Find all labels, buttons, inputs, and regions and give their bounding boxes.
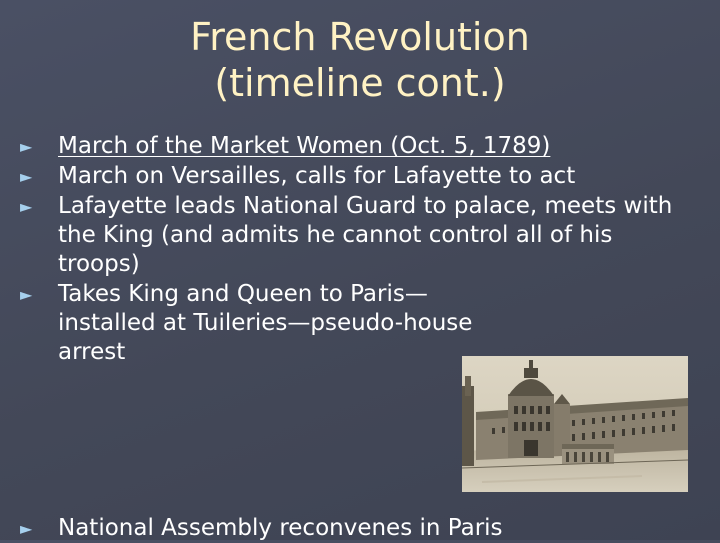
- bullet-text: Takes King and Queen to Paris—installed at Tuileries—pseudo-house arrest: [58, 281, 473, 365]
- tuileries-palace-photo: [462, 356, 688, 492]
- bullet-list: [20, 132, 700, 368]
- title-line-1: French Revolution: [190, 15, 530, 59]
- bullet-text: March on Versailles, calls for Lafayette to act: [58, 163, 576, 189]
- bullet-arrow-icon: ►: [20, 197, 33, 216]
- bullet-item-versailles: [20, 162, 700, 191]
- slide-title: [0, 14, 720, 106]
- title-line-2: (timeline cont.): [214, 61, 506, 105]
- bullet-text: National Assembly reconvenes in Paris: [58, 515, 503, 541]
- bullet-arrow-icon: ►: [20, 137, 33, 156]
- bullet-item-market-women: [20, 132, 700, 161]
- bullet-arrow-icon: ►: [20, 167, 33, 186]
- bullet-item-tuileries: [20, 280, 498, 367]
- bullet-text: Lafayette leads National Guard to palace, meets with the King (and admits he cannot control all of his troops): [58, 193, 673, 277]
- bullet-item-national-assembly: [20, 514, 700, 543]
- bullet-item-lafayette: [20, 192, 700, 279]
- bullet-link-market-women[interactable]: March of the Market Women (Oct. 5, 1789): [58, 133, 551, 159]
- bullet-arrow-icon: ►: [20, 285, 33, 304]
- bullet-arrow-icon: ►: [20, 519, 33, 538]
